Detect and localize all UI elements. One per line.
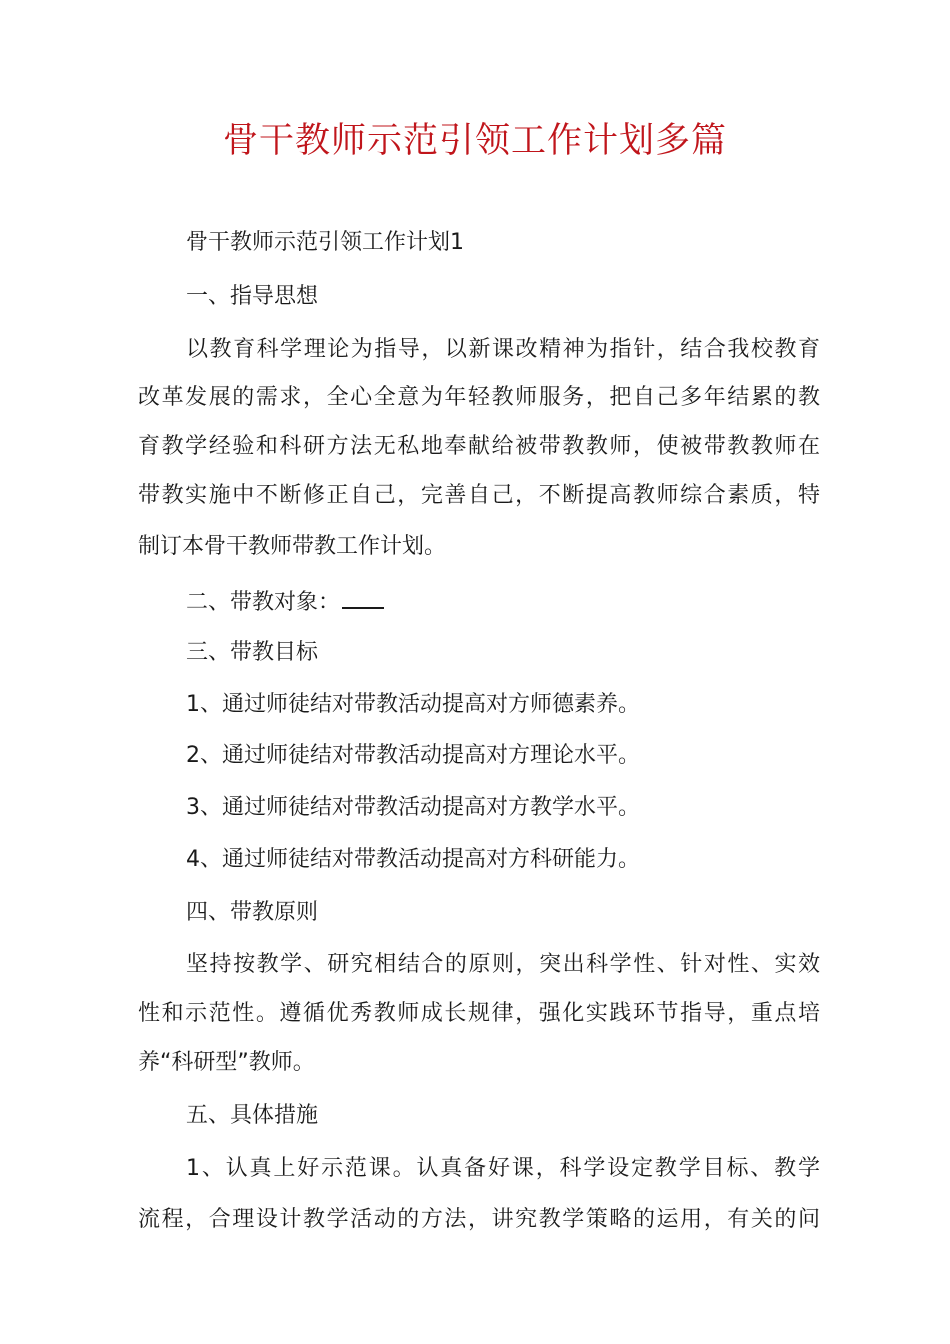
paragraph-line: 流程，合理设计教学活动的方法，讲究教学策略的运用，有关的问: [138, 1207, 820, 1232]
paragraph-line: 制订本骨干教师带教工作计划。: [138, 534, 447, 559]
paragraph-line: 性和示范性。遵循优秀教师成长规律，强化实践环节指导，重点培: [138, 1001, 820, 1026]
section-heading-mentoring-principles: 四、带教原则: [186, 900, 319, 925]
paragraph-line: 1、认真上好示范课。认真备好课，科学设定教学目标、教学: [186, 1156, 820, 1181]
goal-item: 2、通过师徒结对带教活动提高对方理论水平。: [186, 743, 640, 768]
paragraph-line: 养“科研型”教师。: [138, 1050, 315, 1075]
goal-item: 4、通过师徒结对带教活动提高对方科研能力。: [186, 847, 640, 872]
paragraph-line: 改革发展的需求，全心全意为年轻教师服务，把自己多年结累的教: [138, 385, 820, 410]
paragraph-line: 坚持按教学、研究相结合的原则，突出科学性、针对性、实效: [186, 952, 820, 977]
paragraph-line: 育教学经验和科研方法无私地奉献给被带教教师，使被带教教师在: [138, 434, 820, 459]
document-title: 骨干教师示范引领工作计划多篇: [222, 121, 727, 161]
section-heading-guiding-thought: 一、指导思想: [186, 284, 319, 309]
fill-in-blank: [342, 587, 384, 609]
plan-subtitle: 骨干教师示范引领工作计划1: [186, 230, 464, 255]
goal-item: 3、通过师徒结对带教活动提高对方教学水平。: [186, 795, 640, 820]
paragraph-line: 带教实施中不断修正自己，完善自己，不断提高教师综合素质，特: [138, 483, 820, 508]
section-heading-mentoring-target: [186, 587, 820, 618]
section-heading-label: 二、带教对象：: [186, 590, 341, 615]
section-heading-mentoring-goals: 三、带教目标: [186, 640, 319, 665]
section-heading-specific-measures: 五、具体措施: [186, 1103, 319, 1128]
paragraph-line: 以教育科学理论为指导，以新课改精神为指针，结合我校教育: [186, 337, 820, 362]
goal-item: 1、通过师徒结对带教活动提高对方师德素养。: [186, 692, 640, 717]
